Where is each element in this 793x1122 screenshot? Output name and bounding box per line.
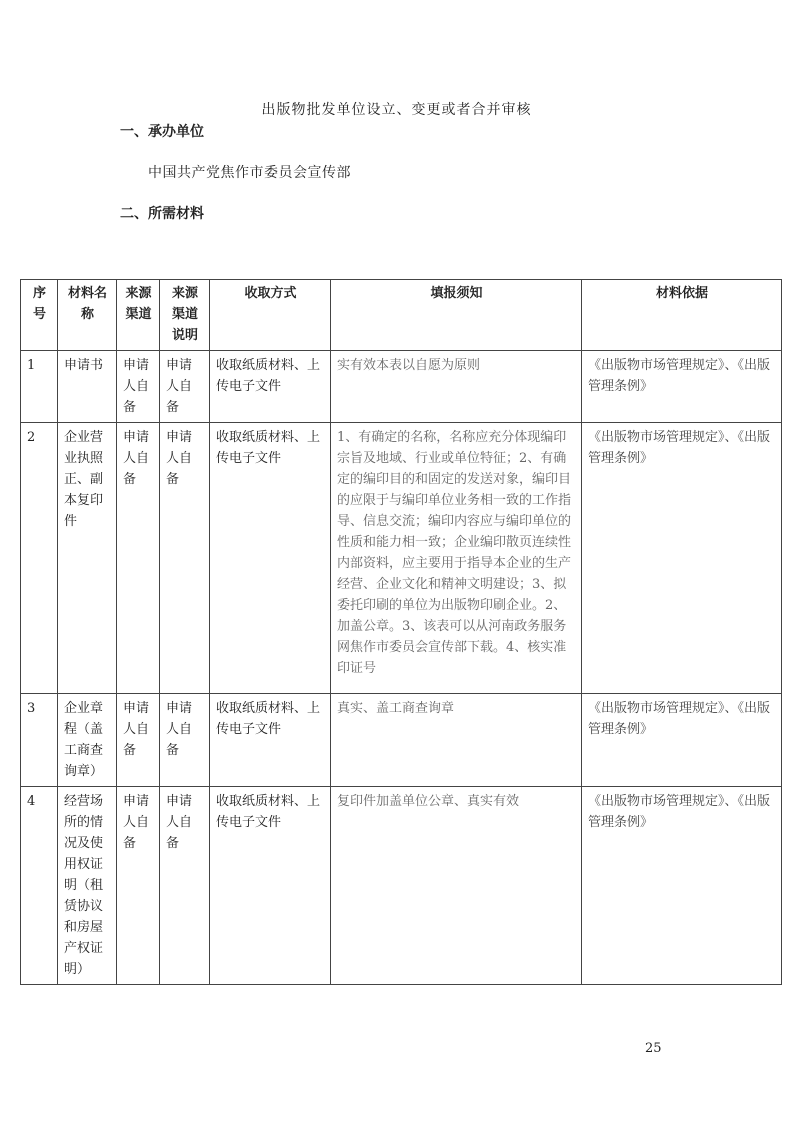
materials-table [20,279,782,985]
cell-source: 申请人自备 [117,423,160,694]
cell-instructions: 实有效本表以自愿为原则 [331,351,582,423]
cell-collect: 收取纸质材料、上传电子文件 [210,694,331,787]
cell-no: 4 [21,787,58,985]
document-title: 出版物批发单位设立、变更或者合并审核 [261,102,532,118]
cell-source: 申请人自备 [117,787,160,985]
header-name: 材料名称 [58,280,117,351]
cell-source: 申请人自备 [117,351,160,423]
cell-name: 申请书 [58,351,117,423]
header-basis: 材料依据 [582,280,782,351]
table-row [21,787,782,985]
header-collect: 收取方式 [210,280,331,351]
cell-instructions: 真实、盖工商查询章 [331,694,582,787]
cell-collect: 收取纸质材料、上传电子文件 [210,423,331,694]
cell-collect: 收取纸质材料、上传电子文件 [210,787,331,985]
cell-source: 申请人自备 [117,694,160,787]
cell-no: 3 [21,694,58,787]
page-number: 25 [645,1041,662,1056]
organizer-name: 中国共产党焦作市委员会宣传部 [148,165,351,181]
cell-no: 1 [21,351,58,423]
section-heading-materials: 二、所需材料 [120,206,204,222]
cell-source-note: 申请人自备 [160,694,210,787]
section-heading-organizer: 一、承办单位 [120,124,204,140]
table-row [21,351,782,423]
cell-name: 经营场所的情况及使用权证明（租赁协议和房屋产权证明） [58,787,117,985]
cell-source-note: 申请人自备 [160,423,210,694]
cell-name: 企业章程（盖工商查询章） [58,694,117,787]
cell-instructions: 1、有确定的名称，名称应充分体现编印宗旨及地域、行业或单位特征；2、有确定的编印目的和固定的发送对象，编印目的应限于与编印单位业务相一致的工作指导、信息交流；编印内容应与编印单位的性质和能力相一致；企业编印散页连续性内部资料，应主要用于指导本企业的生产经营、企业文化和精神文明建设；3、拟委托印刷的单位为出版物印刷企业。2、加盖公章。3、该表可以从河南政务服务网焦作市委员会宣传部下载。4、核实准印证号 [331,423,582,694]
cell-basis: 《出版物市场管理规定》、《出版管理条例》 [582,351,782,423]
cell-source-note: 申请人自备 [160,787,210,985]
cell-source-note: 申请人自备 [160,351,210,423]
header-source-note: 来源渠道说明 [160,280,210,351]
cell-name: 企业营业执照正、副本复印件 [58,423,117,694]
cell-instructions: 复印件加盖单位公章、真实有效 [331,787,582,985]
table-header-row [21,280,782,351]
cell-no: 2 [21,423,58,694]
header-no: 序号 [21,280,58,351]
cell-basis: 《出版物市场管理规定》、《出版管理条例》 [582,423,782,694]
table-row [21,423,782,694]
cell-basis: 《出版物市场管理规定》、《出版管理条例》 [582,787,782,985]
header-source: 来源渠道 [117,280,160,351]
table-row [21,694,782,787]
cell-basis: 《出版物市场管理规定》、《出版管理条例》 [582,694,782,787]
cell-collect: 收取纸质材料、上传电子文件 [210,351,331,423]
header-instructions: 填报须知 [331,280,582,351]
